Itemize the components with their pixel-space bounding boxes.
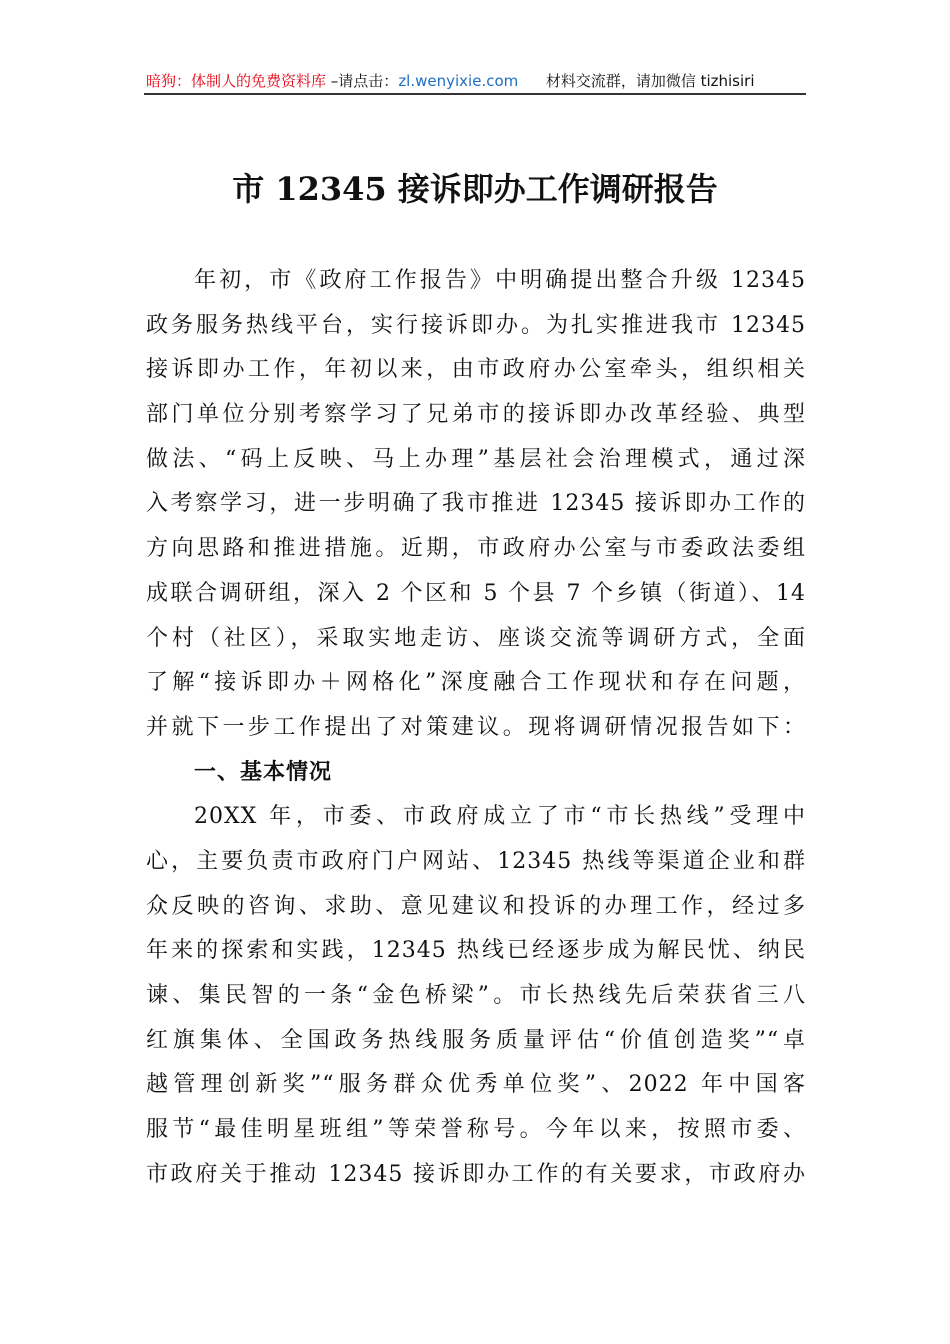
text-line: 接诉即办工作，年初以来，由市政府办公室牵头，组织相关 (146, 357, 806, 383)
header-click: –请点击： (330, 72, 399, 90)
text-line: 服节“最佳明星班组”等荣誉称号。今年以来，按照市委、 (146, 1117, 806, 1143)
paragraph-basic-situation (146, 795, 806, 1197)
text-line: 方向思路和推进措施。近期，市政府办公室与市委政法委组 (146, 536, 806, 562)
text-line: 做法、“码上反映、马上办理”基层社会治理模式，通过深 (146, 446, 806, 472)
text-line: 市政府关于推动 12345 接诉即办工作的有关要求，市政府办 (146, 1161, 806, 1187)
document-title: 市 12345 接诉即办工作调研报告 (232, 170, 718, 208)
text-line: 20XX 年，市委、市政府成立了市“市长热线”受理中 (194, 804, 806, 830)
text-line: 年初，市《政府工作报告》中明确提出整合升级 12345 (194, 268, 806, 293)
text-line: 众反映的咨询、求助、意见建议和投诉的办理工作，经过多 (146, 893, 806, 919)
header-wechat: 材料交流群，请加微信 tizhisiri (545, 72, 755, 90)
header-brand: 暗狗：体制人的免费资料库 (146, 72, 327, 90)
text-line: 成联合调研组，深入 2 个区和 5 个县 7 个乡镇（街道）、14 (146, 580, 806, 606)
section-heading: 一、基本情况 (194, 759, 333, 785)
header-url-link[interactable]: zl.wenyixie.com (398, 72, 519, 90)
text-line: 心，主要负责市政府门户网站、12345 热线等渠道企业和群 (146, 848, 806, 874)
text-line: 谏、集民智的一条“金色桥梁”。市长热线先后荣获省三八 (146, 983, 806, 1008)
page-header (146, 70, 806, 91)
text-line: 越管理创新奖”“服务群众优秀单位奖”、2022 年中国客 (146, 1072, 806, 1098)
text-line: 年来的探索和实践，12345 热线已经逐步成为解民忧、纳民 (146, 938, 806, 964)
text-line: 了解“接诉即办＋网格化”深度融合工作现状和存在问题， (146, 670, 806, 696)
header-rule (144, 93, 806, 95)
text-line: 并就下一步工作提出了对策建议。现将调研情况报告如下： (146, 714, 806, 740)
document-body (146, 259, 806, 1197)
text-line: 入考察学习，进一步明确了我市推进 12345 接诉即办工作的 (146, 491, 806, 517)
text-line: 政务服务热线平台，实行接诉即办。为扎实推进我市 12345 (146, 312, 806, 338)
text-line: 个村（社区），采取实地走访、座谈交流等调研方式，全面 (146, 625, 806, 651)
text-line: 部门单位分别考察学习了兄弟市的接诉即办改革经验、典型 (146, 402, 806, 428)
text-line: 红旗集体、全国政务热线服务质量评估“价值创造奖”“卓 (146, 1027, 806, 1053)
paragraph-intro (146, 259, 806, 751)
